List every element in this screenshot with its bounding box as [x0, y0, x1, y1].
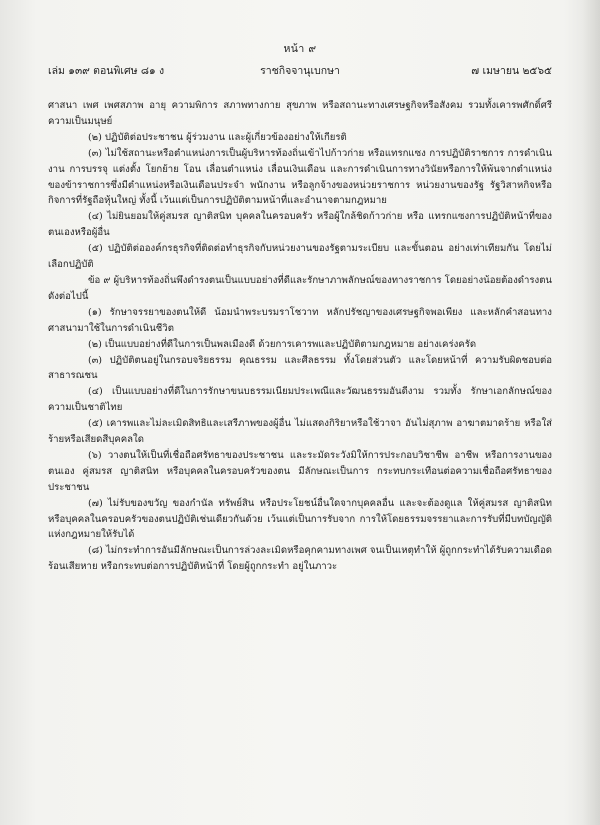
paragraph-item: (๓) ไม่ใช้สถานะหรือตำแหน่งการเป็นผู้บริหารท้องถิ่นเข้าไปก้าวก่าย หรือแทรกแซง การปฏิบัติราชการ การดำเนินงาน การบรรจุ แต่งตั้ง โยกย้าย โอน เลื่อนตำแหน่ง เลื่อนเงินเดือน และการดำเนินการทางวินัยหรือการให้พ้นจากตำแหน่งของข้าราชการซึ่งมีตำแหน่งหรือเงินเดือนประจำ พนักงาน หรือลูกจ้างของหน่วยราชการ หน่วยงานของรัฐ รัฐวิสาหกิจหรือกิจการที่รัฐถือหุ้นใหญ่ ทั้งนี้ เว้นแต่เป็นการปฏิบัติตามหน้าที่และอำนาจตามกฎหมาย	[48, 147, 552, 207]
paragraph-item: (๕) ปฏิบัติต่อองค์กรธุรกิจที่ติดต่อทำธุรกิจกับหน่วยงานของรัฐตามระเบียบ และขั้นตอน อย่างเท่าเทียมกัน โดยไม่เลือกปฏิบัติ	[48, 243, 552, 271]
paragraph-item: (๗) ไม่รับของขวัญ ของกำนัล ทรัพย์สิน หรือประโยชน์อื่นใดจากบุคคลอื่น และจะต้องดูแล ให้คู่สมรส ญาติสนิท หรือบุคคลในครอบครัวของตนปฏิบัติเช่นเดียวกันด้วย เว้นแต่เป็นการรับจาก การให้โดยธรรมจรรยาและการรับที่มีบทบัญญัติแห่งกฎหมายให้รับได้	[48, 497, 552, 541]
gazette-header	[48, 40, 552, 84]
volume-issue: เล่ม ๑๓๙ ตอนพิเศษ ๘๑ ง	[48, 65, 165, 77]
paragraph-item: (๔) ไม่ยินยอมให้คู่สมรส ญาติสนิท บุคคลในครอบครัว หรือผู้ใกล้ชิดก้าวก่าย หรือ แทรกแซงการปฏิบัติหน้าที่ของตนเองหรือผู้อื่น	[48, 211, 552, 239]
paragraph-item: (๖) วางตนให้เป็นที่เชื่อถือศรัทธาของประชาชน และระมัดระวังมิให้การประกอบวิชาชีพ อาชีพ หรือการงานของตนเอง คู่สมรส ญาติสนิท หรือบุคคลในครอบครัวของตน มีลักษณะเป็นการ กระทบกระเทือนต่อความเชื่อถือศรัทธาของประชาชน	[48, 449, 552, 493]
paragraph-item: (๔) เป็นแบบอย่างที่ดีในการรักษาขนบธรรมเนียมประเพณีและวัฒนธรรมอันดีงาม รวมทั้ง รักษาเอกลักษณ์ของความเป็นชาติไทย	[48, 386, 552, 414]
document-body	[48, 98, 552, 575]
paragraph-item: (๓) ปฏิบัติตนอยู่ในกรอบจริยธรรม คุณธรรม และศีลธรรม ทั้งโดยส่วนตัว และโดยหน้าที่ ความรับผิดชอบต่อสาธารณชน	[48, 354, 552, 382]
scan-edge-shadow	[582, 0, 600, 825]
publication-title: ราชกิจจานุเบกษา	[260, 65, 340, 77]
article-heading-paragraph: ข้อ ๙ ผู้บริหารท้องถิ่นพึงดำรงตนเป็นแบบอย่างที่ดีและรักษาภาพลักษณ์ของทางราชการ โดยอย่างน้อยต้องดำรงตน ดังต่อไปนี้	[48, 274, 552, 302]
paragraph-item: (๕) เคารพและไม่ละเมิดสิทธิและเสรีภาพของผู้อื่น ไม่แสดงกิริยาหรือใช้วาจา อันไม่สุภาพ อาฆาตมาดร้าย หรือใส่ร้ายหรือเสียดสีบุคคลใด	[48, 418, 552, 446]
paragraph-item: (๒) เป็นแบบอย่างที่ดีในการเป็นพลเมืองดี ด้วยการเคารพและปฏิบัติตามกฎหมาย อย่างเคร่งครัด	[88, 338, 477, 350]
paragraph-continuation: ศาสนา เพศ เพศสภาพ อายุ ความพิการ สภาพทางกาย สุขภาพ หรือสถานะทางเศรษฐกิจหรือสังคม รวมทั้งเคารพศักดิ์ศรีความเป็นมนุษย์	[48, 100, 552, 127]
header-row	[48, 62, 552, 78]
publication-date: ๗ เมษายน ๒๕๖๕	[471, 65, 552, 77]
paragraph-item: (๑) รักษาจรรยาของตนให้ดี น้อมนำพระบรมราโชวาท หลักปรัชญาของเศรษฐกิจพอเพียง และหลักคำสอนทางศาสนามาใช้ในการดำเนินชีวิต	[48, 306, 552, 334]
paragraph-item: (๒) ปฏิบัติต่อประชาชน ผู้ร่วมงาน และผู้เกี่ยวข้องอย่างให้เกียรติ	[88, 131, 347, 143]
paragraph-item: (๘) ไม่กระทำการอันมีลักษณะเป็นการล่วงละเมิดหรือคุกคามทางเพศ จนเป็นเหตุทำให้ ผู้ถูกกระทำได้รับความเดือดร้อนเสียหาย หรือกระทบต่อการปฏิบัติหน้าที่ โดยผู้ถูกกระทำ อยู่ในภาวะ	[48, 545, 552, 573]
page-number: หน้า ๙	[283, 43, 317, 55]
